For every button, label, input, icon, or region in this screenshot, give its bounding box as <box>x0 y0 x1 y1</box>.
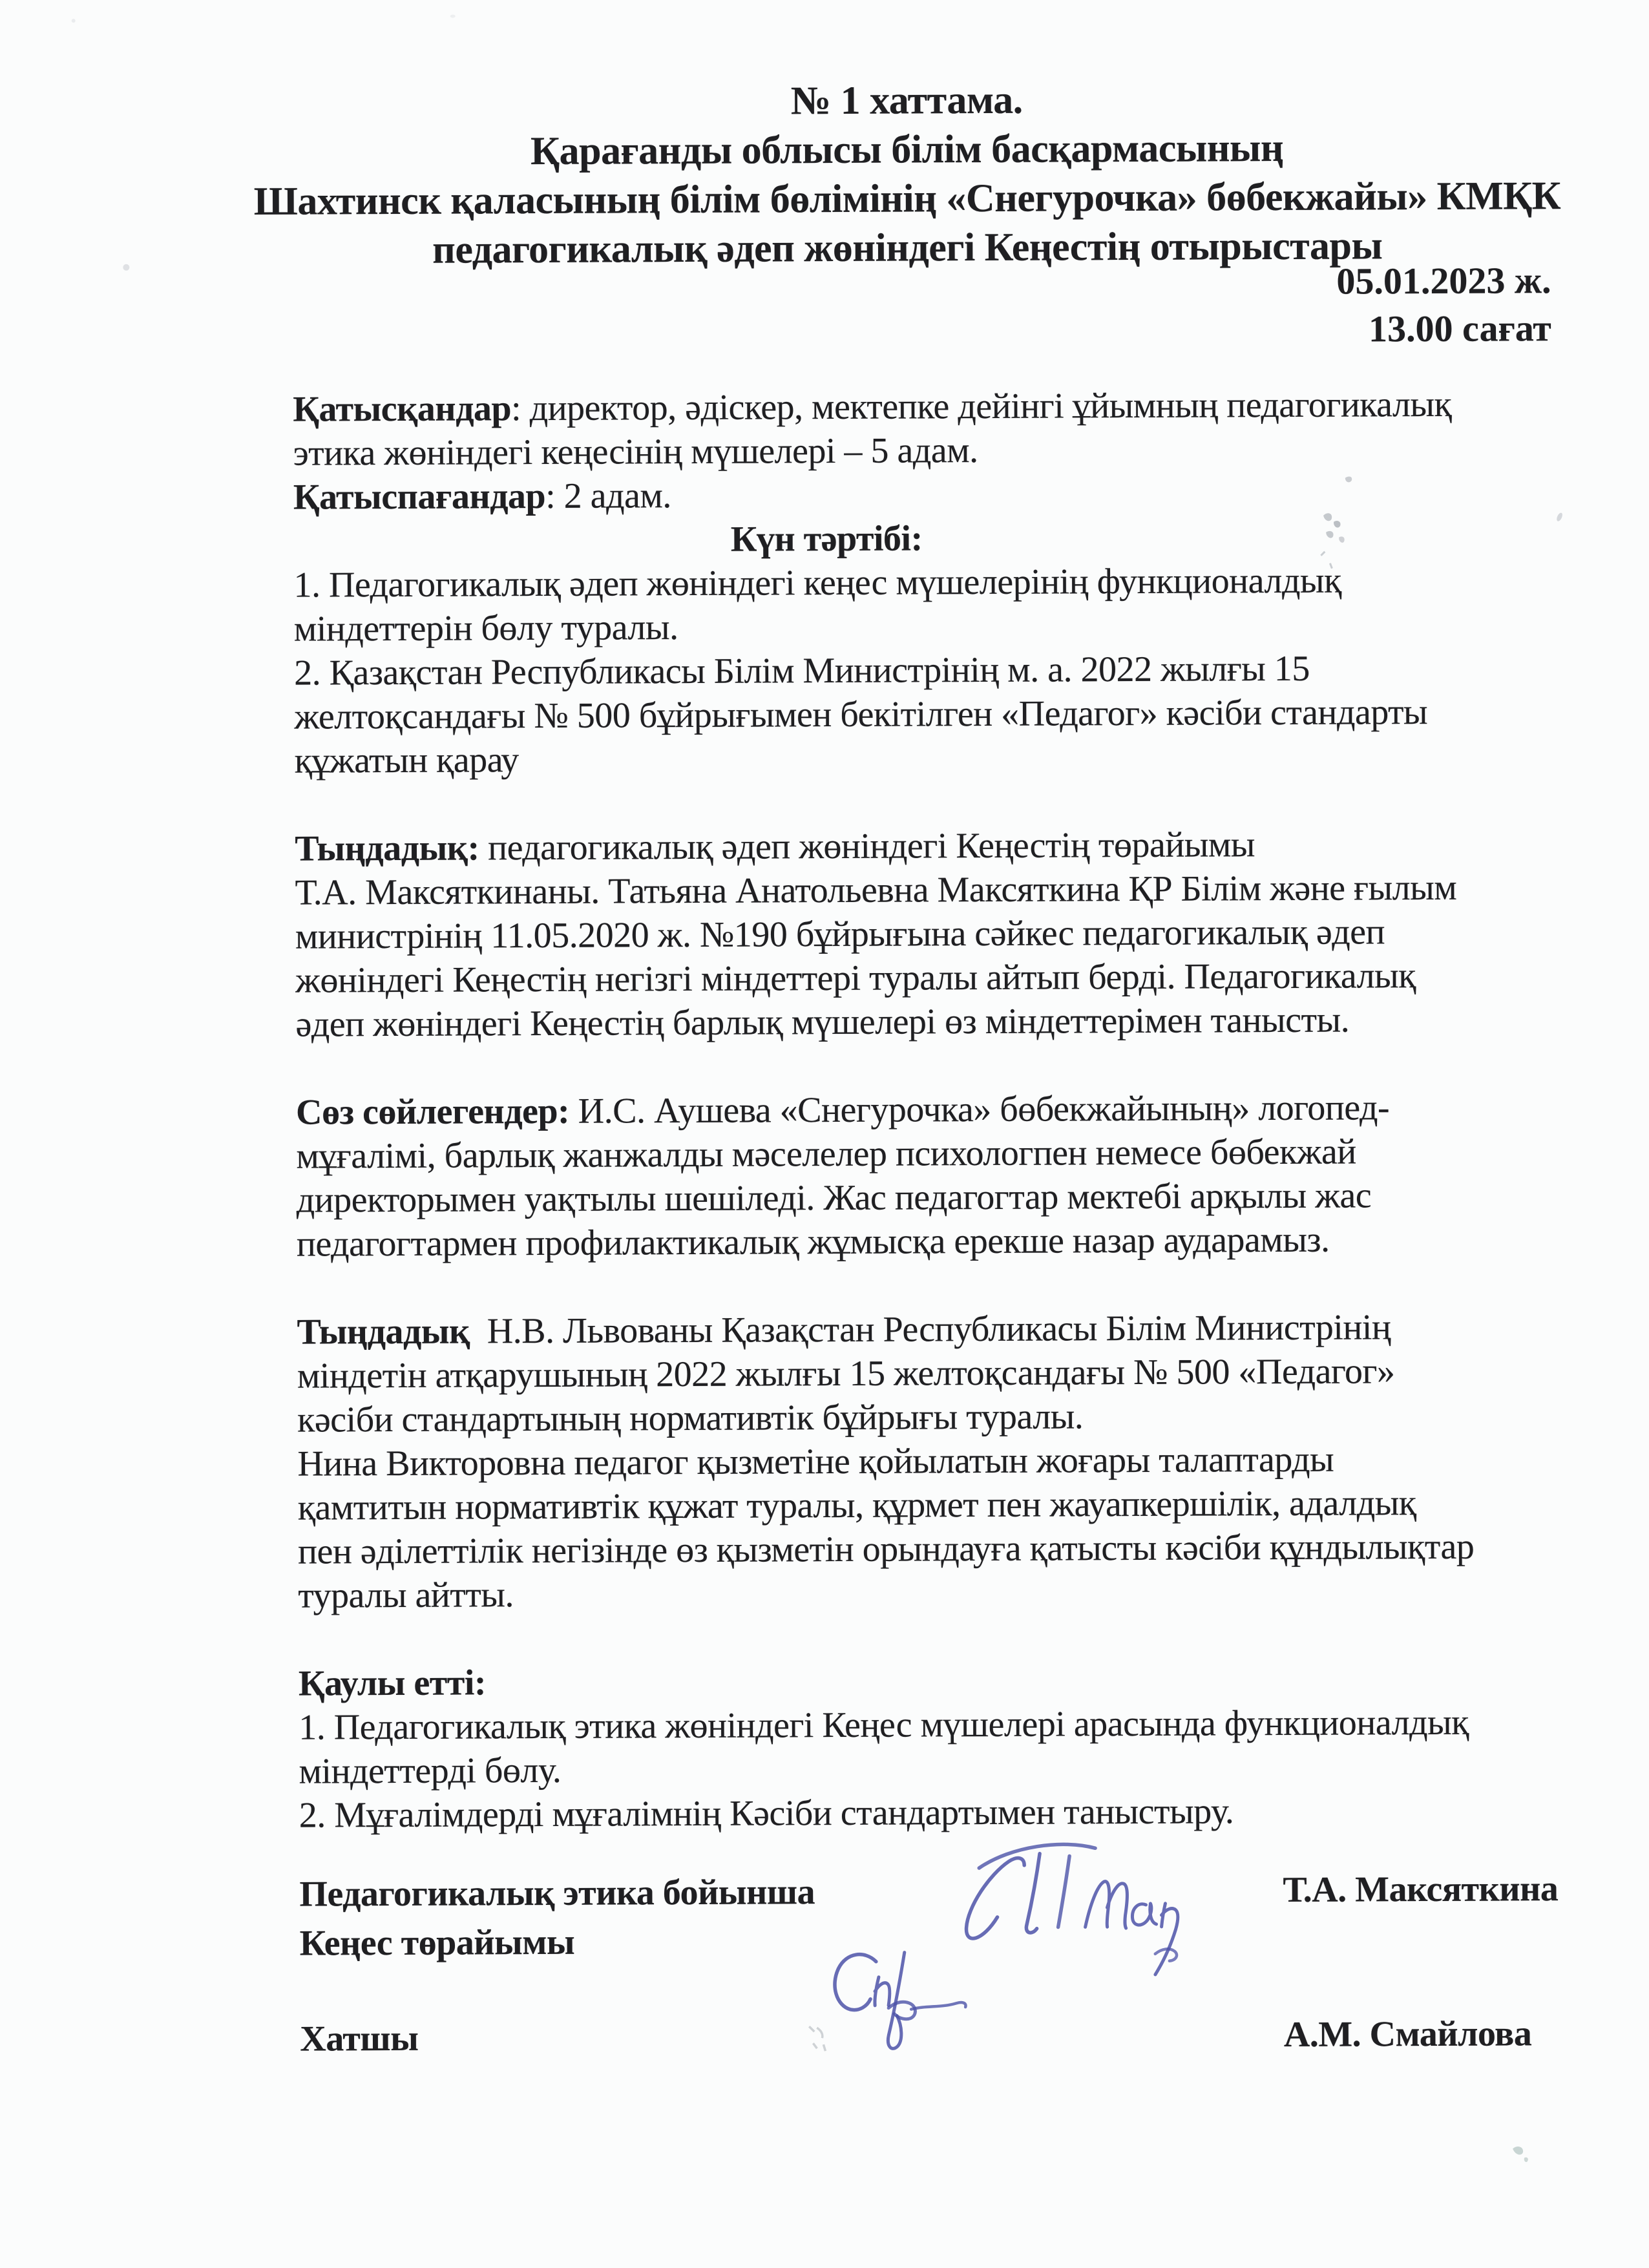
resolved-line-3: 2. Мұғалімдерді мұғалімнің Кәсіби стандартымен таныстыру. <box>299 1791 1234 1836</box>
heard-1-text: педагогикалық әдеп жөніндегі Кеңестің төрайымы <box>479 824 1255 868</box>
speakers-line-3: директорымен уақтылы шешіледі. Жас педагогтар мектебі арқылы жас <box>296 1175 1372 1221</box>
heard-2-line-2: міндетін атқарушының 2022 жылғы 15 желтоқсандағы № 500 «Педагог» <box>297 1351 1395 1396</box>
secretary-role: Хатшы <box>300 2018 419 2059</box>
scan-speck <box>1555 512 1563 522</box>
absentees-label: Қатыспағандар <box>293 476 546 518</box>
resolved-heading: Қаулы етті: <box>298 1663 487 1704</box>
agenda-item-2-line-1: 2. Қазақстан Республикасы Білім Министрінің м. а. 2022 жылғы 15 <box>293 648 1310 693</box>
meeting-date: 05.01.2023 ж. <box>1336 259 1551 302</box>
heard-1-label: Тыңдадық: <box>295 828 479 869</box>
heard-2-line-7: туралы айтты. <box>298 1575 514 1616</box>
blank-line <box>295 777 1555 827</box>
attendees-line-1 <box>293 382 1553 432</box>
blank-line <box>298 1612 1558 1662</box>
date-block <box>1336 257 1551 353</box>
organization-line-2: Шахтинск қаласының білім бөлімінің «Снегурочка» бөбекжайы» КМҚК <box>253 174 1561 224</box>
scan-speck-top <box>72 19 76 23</box>
meeting-time: 13.00 сағат <box>1368 307 1551 350</box>
protocol-number-line: № 1 хаттама. <box>790 78 1023 123</box>
speakers-text: И.С. Аушева «Снегурочка» бөбекжайының» логопед- <box>569 1087 1390 1131</box>
resolved-line-1: 1. Педагогикалық этика жөніндегі Кеңес мүшелері арасында функционалдық <box>299 1702 1469 1748</box>
chair-role-line-2: Кеңес төрайымы <box>299 1922 575 1964</box>
heard-1-line-4: жөніндегі Кеңестің негізгі міндеттері туралы айтып берді. Педагогикалық <box>295 956 1416 1001</box>
organization-line-1: Қарағанды облысы білім басқармасының <box>530 125 1284 174</box>
heard-1-line-1 <box>295 821 1555 871</box>
attendees-text: : директор, әдіскер, мектепке дейінгі ұйымның педагогикалық <box>510 384 1452 429</box>
chair-signature-ink <box>941 1831 1188 1981</box>
heard-1-line-2: Т.А. Максяткинаны. Татьяна Анатольевна Максяткина ҚР Білім және ғылым <box>295 867 1457 913</box>
secretary-name: А.М. Смайлова <box>1283 2013 1532 2055</box>
agenda-item-1-line-2: міндеттерін бөлу туралы. <box>293 607 678 649</box>
heard-2-line-1 <box>297 1305 1557 1354</box>
protocol-body <box>293 382 1559 1837</box>
heard-2-line-3: кәсіби стандартының нормативтік бұйрығы туралы. <box>297 1396 1084 1440</box>
scan-smudge-under-signature <box>804 2021 836 2057</box>
heard-2-label: Тыңдадық <box>297 1311 470 1352</box>
heard-1-line-5: әдеп жөніндегі Кеңестің барлық мүшелері өз міндеттерімен танысты. <box>295 1000 1350 1045</box>
attendees-line-2: этика жөніндегі кеңесінің мүшелері – 5 адам. <box>293 430 978 474</box>
heard-2-line-5: қамтитын нормативтік құжат туралы, құрмет пен жауапкершілік, адалдық <box>297 1483 1416 1528</box>
resolved-line-2: міндеттерді бөлу. <box>299 1750 562 1792</box>
organization-line-3: педагогикалық әдеп жөніндегі Кеңестің отырыстары <box>432 224 1383 272</box>
absentees-text: : 2 адам. <box>545 476 671 516</box>
agenda-item-2-line-2: желтоқсандағы № 500 бұйрығымен бекітілген «Педагог» кәсіби стандарты <box>294 692 1428 737</box>
scan-speck-top <box>450 15 456 18</box>
chair-name: Т.А. Максяткина <box>1283 1869 1559 1911</box>
scan-speck-bottom-right <box>1505 2142 1534 2168</box>
blank-line <box>297 1261 1557 1310</box>
scan-smudge-right <box>1314 472 1373 576</box>
secretary-signature-ink <box>819 1946 975 2063</box>
heard-2-line-4: Нина Викторовна педагог қызметіне қойылатын жоғары талаптарды <box>297 1439 1334 1484</box>
speakers-label: Сөз сөйлегендер: <box>295 1091 570 1133</box>
title-block <box>215 73 1599 275</box>
agenda-item-2-line-3: құжатын қарау <box>294 740 519 781</box>
chair-role-line-1: Педагогикалық этика бойынша <box>299 1872 815 1915</box>
agenda-item-1-line-1: 1. Педагогикалық әдеп жөніндегі кеңес мүшелерінің функционалдық <box>293 560 1341 605</box>
attendees-label: Қатысқандар <box>293 388 512 430</box>
heard-2-text: Н.В. Львованы Қазақстан Республикасы Білім Министрінің <box>469 1307 1391 1352</box>
heard-1-line-3: министрінің 11.05.2020 ж. №190 бұйрығына сәйкес педагогикалық әдеп <box>295 912 1385 957</box>
speakers-line-4: педагогтармен профилактикалық жұмысқа ерекше назар аударамыз. <box>296 1219 1330 1265</box>
speakers-line-2: мұғалімі, барлық жанжалды мәселелер психологпен немесе бөбекжай <box>296 1131 1356 1177</box>
blank-line <box>296 1041 1556 1091</box>
speakers-line-1 <box>296 1085 1556 1135</box>
heard-2-line-6: пен әділеттілік негізінде өз қызметін орындауға қатысты кәсіби құндылықтар <box>297 1526 1475 1572</box>
scan-speck-left <box>123 264 129 271</box>
agenda-heading: Күн тәртібі: <box>730 518 923 560</box>
